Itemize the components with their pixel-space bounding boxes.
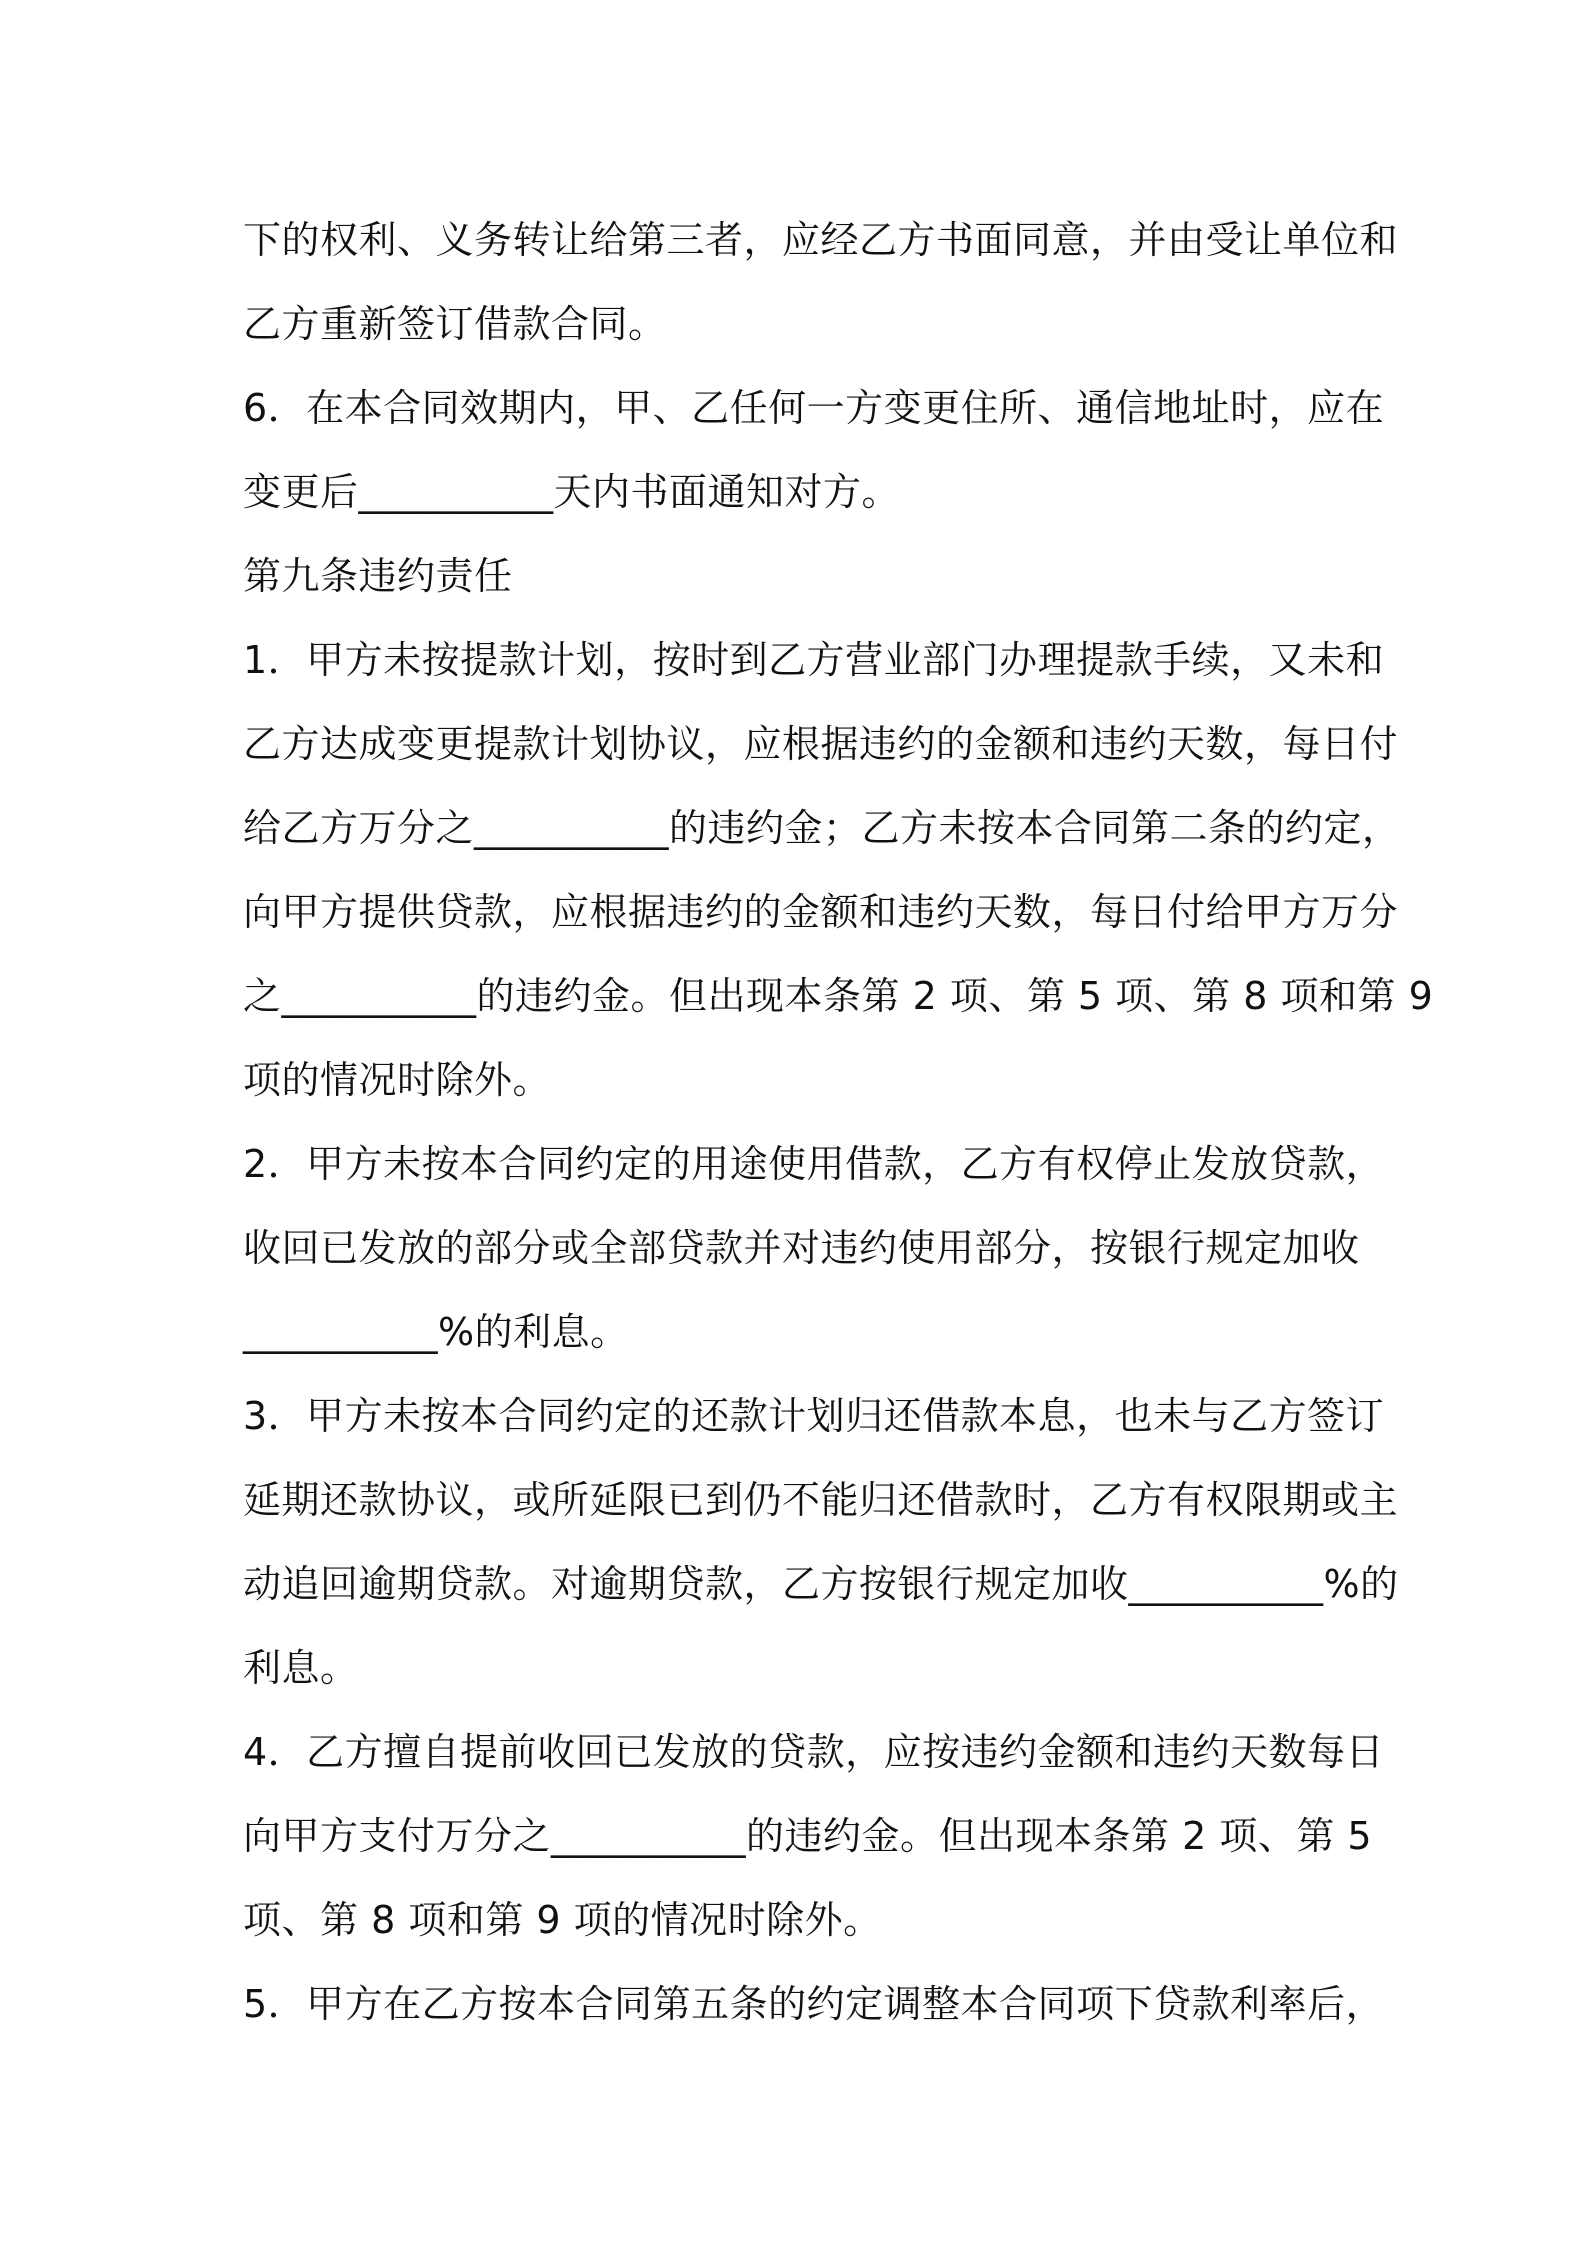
text-line: 乙方达成变更提款计划协议，应根据违约的金额和违约天数，每日付 xyxy=(243,722,1399,766)
text-line: 6．在本合同效期内，甲、乙任何一方变更住所、通信地址时，应在 xyxy=(243,386,1385,430)
text-line: 向甲方提供贷款，应根据违约的金额和违约天数，每日付给甲方万分 xyxy=(243,890,1399,934)
text-line: 延期还款协议，或所延限已到仍不能归还借款时，乙方有权限期或主 xyxy=(243,1478,1399,1522)
text-line: 项、第 8 项和第 9 项的情况时除外。 xyxy=(243,1898,882,1942)
text-line: 下的权利、义务转让给第三者，应经乙方书面同意，并由受让单位和 xyxy=(243,218,1399,262)
text-line: 动追回逾期贷款。对逾期贷款，乙方按银行规定加收__________%的 xyxy=(243,1562,1399,1606)
text-line: 项的情况时除外。 xyxy=(243,1058,552,1102)
text-line: 4．乙方擅自提前收回已发放的贷款，应按违约金额和违约天数每日 xyxy=(243,1730,1385,1774)
text-line: 之__________的违约金。但出现本条第 2 项、第 5 项、第 8 项和第 9 xyxy=(243,974,1434,1018)
text-line: 1．甲方未按提款计划，按时到乙方营业部门办理提款手续，又未和 xyxy=(243,638,1385,682)
section-heading: 第九条违约责任 xyxy=(243,554,513,598)
text-line: 5．甲方在乙方按本合同第五条的约定调整本合同项下贷款利率后， xyxy=(243,1982,1385,2026)
text-line: 变更后__________天内书面通知对方。 xyxy=(243,470,901,514)
text-line: __________%的利息。 xyxy=(243,1310,629,1354)
text-line: 向甲方支付万分之__________的违约金。但出现本条第 2 项、第 5 xyxy=(243,1814,1373,1858)
text-line: 收回已发放的部分或全部贷款并对违约使用部分，按银行规定加收 xyxy=(243,1226,1360,1270)
text-line: 乙方重新签订借款合同。 xyxy=(243,302,667,346)
text-line: 利息。 xyxy=(243,1646,359,1690)
document-body xyxy=(243,198,1434,2046)
text-line: 给乙方万分之__________的违约金；乙方未按本合同第二条的约定， xyxy=(243,806,1401,850)
text-line: 2．甲方未按本合同约定的用途使用借款，乙方有权停止发放贷款， xyxy=(243,1142,1385,1186)
text-line: 3．甲方未按本合同约定的还款计划归还借款本息，也未与乙方签订 xyxy=(243,1394,1385,1438)
